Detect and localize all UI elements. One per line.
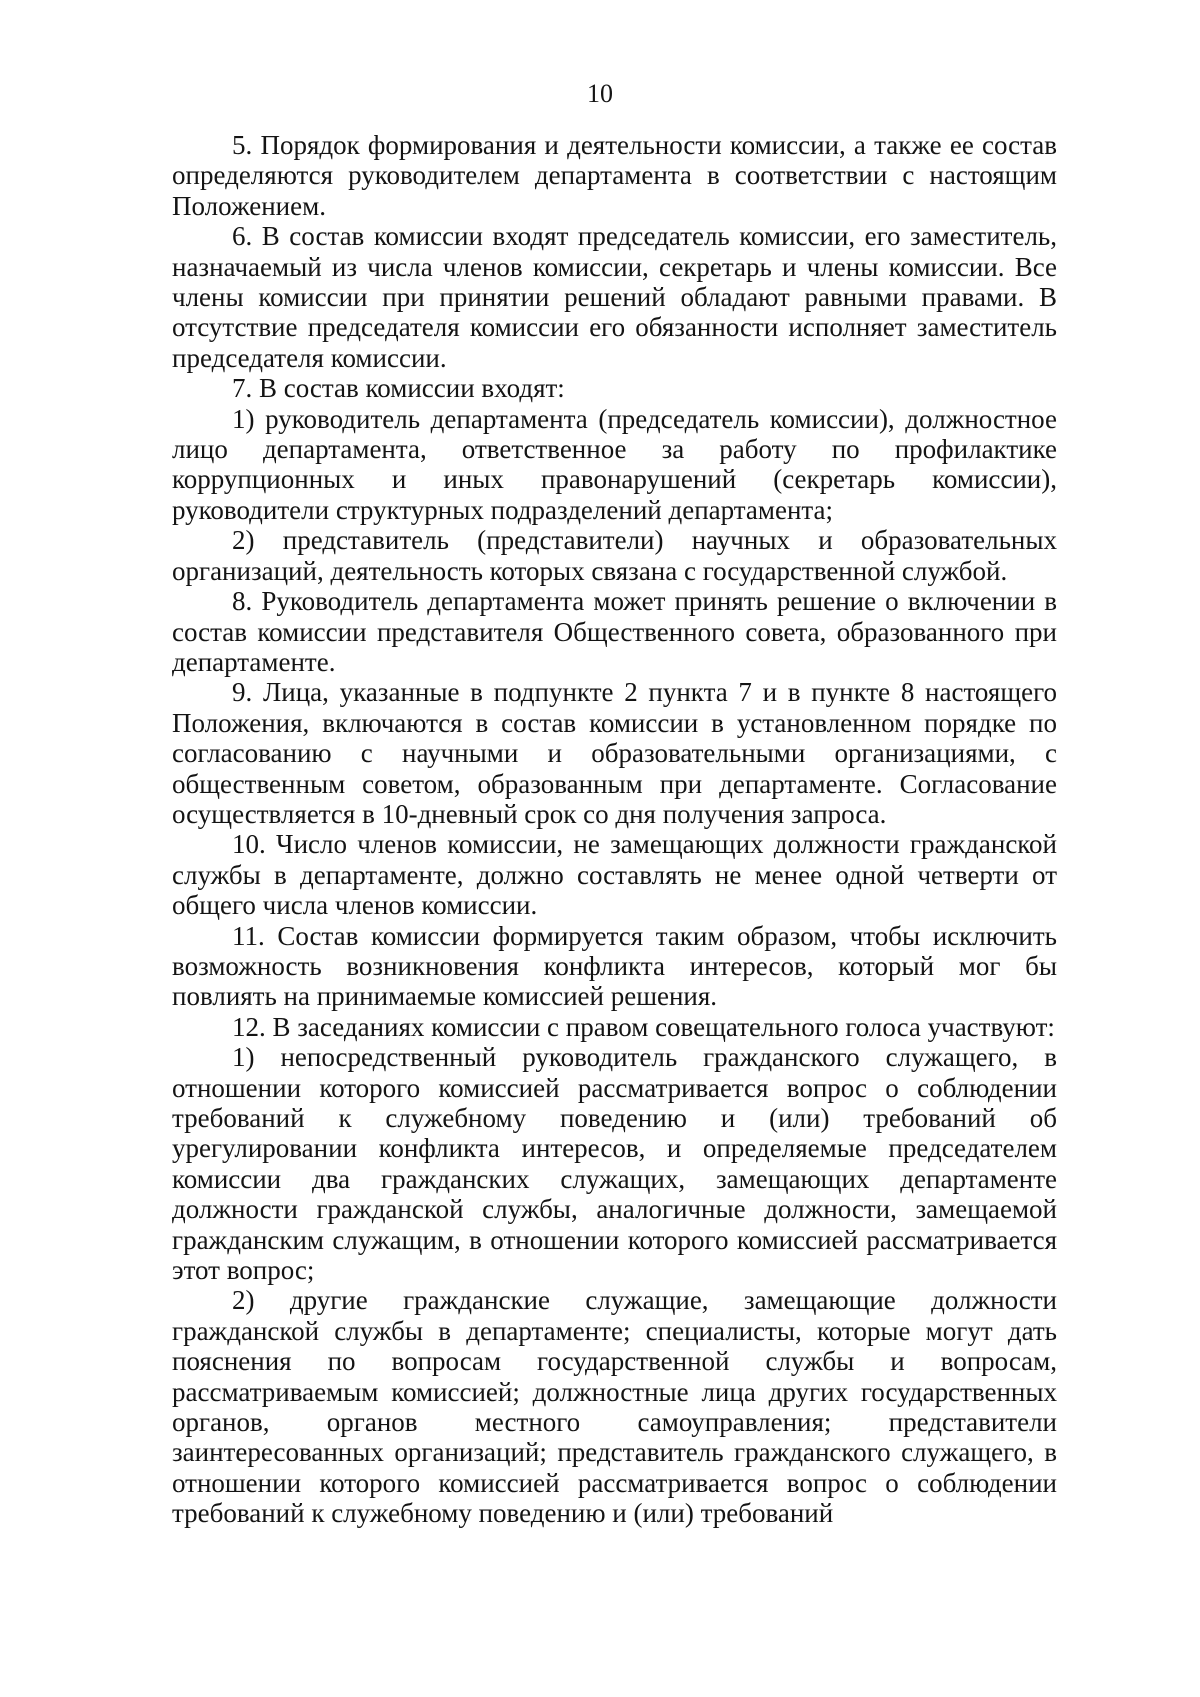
paragraph-10: 10. Число членов комиссии, не замещающих должности гражданской службы в департаменте, должно составлять не менее одной четверти от общего числа членов комиссии. <box>172 829 1057 921</box>
page-number: 10 <box>587 79 613 108</box>
paragraph-9: 9. Лица, указанные в подпункте 2 пункта 7 и в пункте 8 настоящего Положения, включаются в состав комиссии в установленном порядке по согласованию с научными и образовательными организациями, с общественным советом, образованным при департаменте. Согласование осуществляется в 10-дневный срок со дня получения запроса. <box>172 677 1057 829</box>
paragraph-7-item-2: 2) представитель (представители) научных и образовательных организаций, деятельность которых связана с государственной службой. <box>172 525 1057 586</box>
paragraph-7-item-1: 1) руководитель департамента (председатель комиссии), должностное лицо департамента, ответственное за работу по профилактике коррупционных и иных правонарушений (секретарь комиссии), руководители структурных подразделений департамента; <box>172 403 1057 525</box>
document-body <box>172 130 1057 1529</box>
paragraph-5: 5. Порядок формирования и деятельности комиссии, а также ее состав определяются руководителем департамента в соответствии с настоящим Положением. <box>172 130 1057 221</box>
paragraph-12: 12. В заседаниях комиссии с правом совещательного голоса участвуют: <box>232 1011 1055 1042</box>
paragraph-8: 8. Руководитель департамента может принять решение о включении в состав комиссии представителя Общественного совета, образованного при департаменте. <box>172 586 1057 677</box>
paragraph-12-item-2: 2) другие гражданские служащие, замещающие должности гражданской службы в департаменте; специалисты, которые могут дать пояснения по вопросам государственной службы и вопросам, рассматриваемым комиссией; должностные лица других государственных органов, органов местного самоуправления; представители заинтересованных организаций; представитель гражданского служащего, в отношении которого комиссией рассматривается вопрос о соблюдении требований к служебному поведению и (или) требований <box>172 1285 1057 1529</box>
paragraph-12-item-1: 1) непосредственный руководитель гражданского служащего, в отношении которого комиссией рассматривается вопрос о соблюдении требований к служебному поведению и (или) требований об урегулировании конфликта интересов, и определяемые председателем комиссии два гражданских служащих, замещающих департаменте должности гражданской службы, аналогичные должности, замещаемой гражданским служащим, в отношении которого комиссией рассматривается этот вопрос; <box>172 1042 1057 1286</box>
paragraph-11: 11. Состав комиссии формируется таким образом, чтобы исключить возможность возникновения конфликта интересов, который мог бы повлиять на принимаемые комиссией решения. <box>172 920 1057 1012</box>
paragraph-6: 6. В состав комиссии входят председатель комиссии, его заместитель, назначаемый из числа членов комиссии, секретарь и члены комиссии. Все члены комиссии при принятии решений обладают равными правами. В отсутствие председателя комиссии его обязанности исполняет заместитель председателя комиссии. <box>172 221 1057 373</box>
paragraph-7: 7. В состав комиссии входят: <box>232 373 565 404</box>
